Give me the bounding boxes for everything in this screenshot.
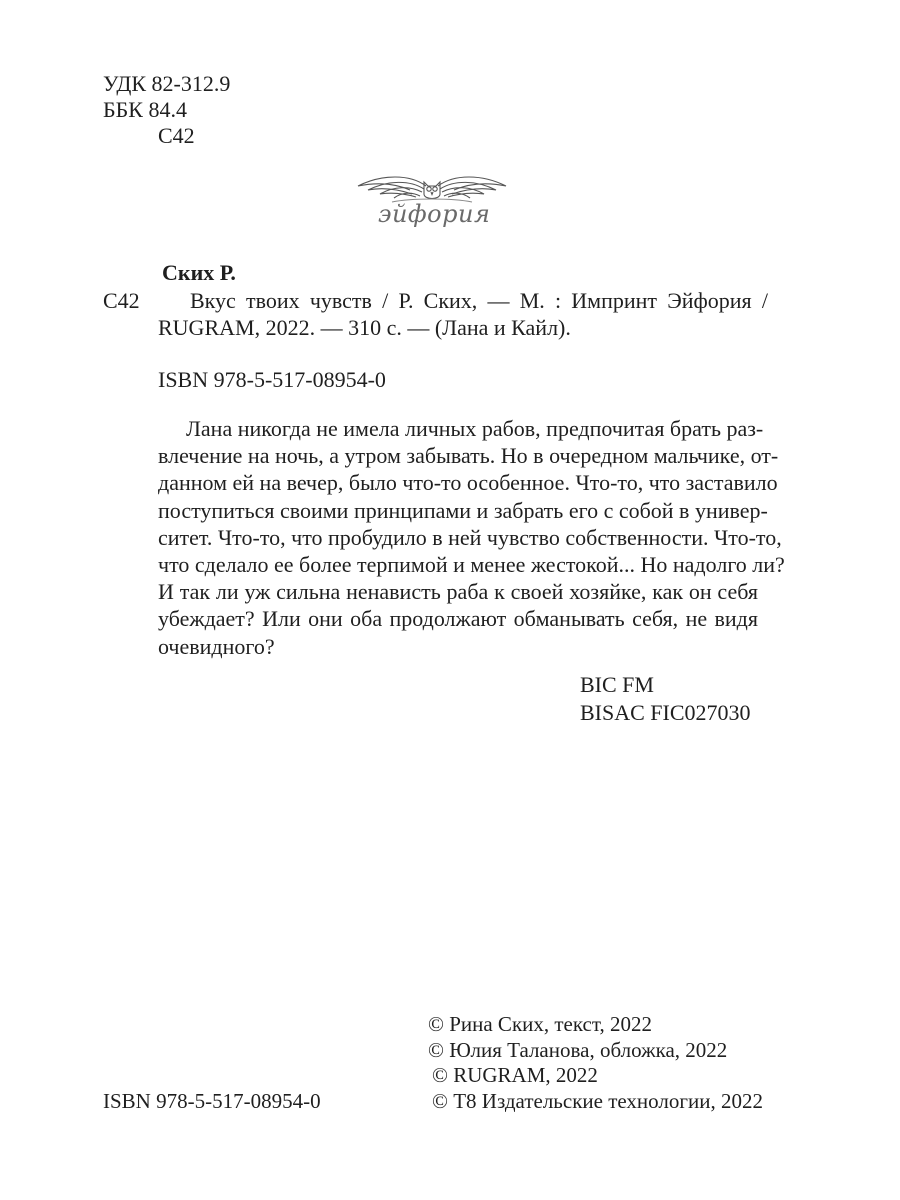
copyright-line: © Юлия Таланова, обложка, 2022 <box>428 1037 728 1062</box>
annotation-line: Лана никогда не имела личных рабов, предпочитая брать раз- <box>186 416 764 441</box>
footer-isbn: ISBN 978-5-517-08954-0 <box>103 1089 321 1113</box>
logo-wordmark: эйфория <box>378 200 491 228</box>
annotation-line: очевидного? <box>158 633 275 659</box>
udk-code: УДК 82-312.9 <box>103 71 231 96</box>
record-mark: С42 <box>103 288 140 313</box>
annotation-line: ситет. Что-то, что пробудило в ней чувство собственности. Что-то, <box>158 524 782 550</box>
bic-code: BIC FM <box>580 672 654 697</box>
annotation-line: убеждает? Или они оба продолжают обманывать себя, не видя <box>158 606 758 632</box>
record-title-line-2: RUGRAM, 2022. — 310 с. — (Лана и Кайл). <box>158 315 571 340</box>
publisher-logo <box>352 168 512 232</box>
annotation-line: поступиться своими принципами и забрать его с собой в универ- <box>158 497 768 523</box>
bbk-code: ББК 84.4 <box>103 97 187 122</box>
copyright-line: © Т8 Издательские технологии, 2022 <box>432 1088 763 1113</box>
copyright-line: © Рина Ских, текст, 2022 <box>428 1012 652 1036</box>
annotation-paragraph <box>158 415 785 660</box>
copyright-line: © RUGRAM, 2022 <box>432 1063 598 1087</box>
record-author: Ских Р. <box>162 260 236 285</box>
annotation-line: что сделало ее более терпимой и менее жестокой... Но надолго ли? <box>158 551 785 577</box>
copyright-block <box>428 1012 763 1114</box>
record-isbn: ISBN 978-5-517-08954-0 <box>158 367 386 392</box>
annotation-line: И так ли уж сильна ненависть раба к своей хозяйке, как он себя <box>158 579 758 605</box>
bisac-code: BISAC FIC027030 <box>580 700 751 725</box>
author-mark-code: С42 <box>158 123 195 148</box>
record-title-line-1: Вкус твоих чувств / Р. Ских, — М. : Импринт Эйфория / <box>190 288 768 313</box>
annotation-line: данном ей на вечер, было что-то особенное. Что-то, что заставило <box>158 470 778 496</box>
annotation-line: влечение на ночь, а утром забывать. Но в очередном мальчике, от- <box>158 443 779 469</box>
